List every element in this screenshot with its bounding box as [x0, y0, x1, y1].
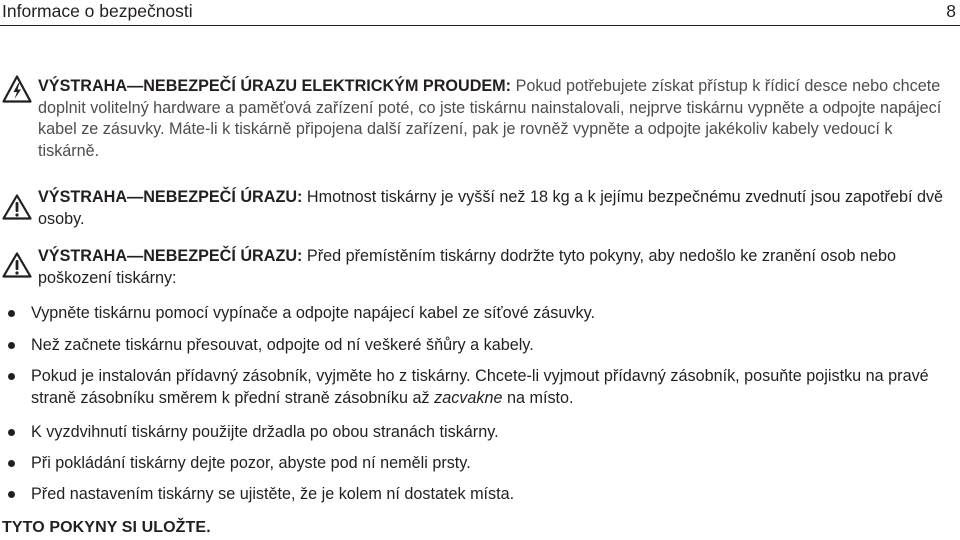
warning-label: VÝSTRAHA—NEBEZPEČÍ ÚRAZU: — [38, 188, 303, 206]
list-item-text: Pokud je instalován přídavný zásobník, vyjměte ho z tiskárny. Chcete-li vyjmout přídavný zásobník, posuňte pojistku na pravé straně zásobníku směrem k přední straně zásobníku až zacvakne na místo. — [31, 367, 929, 407]
warning-text — [38, 76, 956, 162]
warning-body: Pokud potřebujete získat přístup k řídicí desce nebo chcete doplnit volitelný hardware a paměťová zařízení poté, co jste tiskárnu nainstalovali, nejprve tiskárnu vypněte a odpojte napájecí kabel ze zásuvky. Máte-li k tiskárně připojena další zařízení, pak je rovněž vypněte a odpojte jakékoliv kabely vedoucí k tiskárně. — [38, 77, 942, 160]
warning-moving — [0, 244, 960, 294]
electric-hazard-icon — [2, 75, 32, 103]
save-instructions-note: TYTO POKYNY SI ULOŽTE. — [2, 519, 211, 536]
bullet-icon — [8, 310, 15, 317]
section-title: Informace o bezpečnosti — [2, 1, 193, 21]
bullet-icon — [8, 460, 15, 467]
page-header — [0, 0, 960, 24]
header-divider — [0, 25, 960, 26]
warning-body: Před přemístěním tiskárny dodržte tyto pokyny, aby nedošlo ke zranění osob nebo poškození tiskárny: — [38, 247, 896, 287]
warning-text — [38, 246, 956, 289]
warning-label: VÝSTRAHA—NEBEZPEČÍ ÚRAZU ELEKTRICKÝM PROUDEM: — [38, 77, 512, 95]
warning-label: VÝSTRAHA—NEBEZPEČÍ ÚRAZU: — [38, 247, 303, 265]
caution-icon — [2, 194, 32, 220]
bullet-icon — [8, 342, 15, 349]
warning-weight — [0, 184, 960, 232]
warning-text — [38, 187, 956, 230]
bullet-icon — [8, 491, 15, 498]
emphasis: zacvakne — [434, 389, 503, 407]
page-number: 8 — [946, 1, 956, 21]
bullet-icon — [8, 373, 15, 380]
warning-body: Hmotnost tiskárny je vyšší než 18 kg a k jejímu bezpečnému zvednutí jsou zapotřebí dvě osoby. — [38, 188, 944, 228]
bullet-icon — [8, 429, 15, 436]
warning-electric-shock — [0, 70, 960, 180]
caution-icon — [2, 252, 32, 278]
